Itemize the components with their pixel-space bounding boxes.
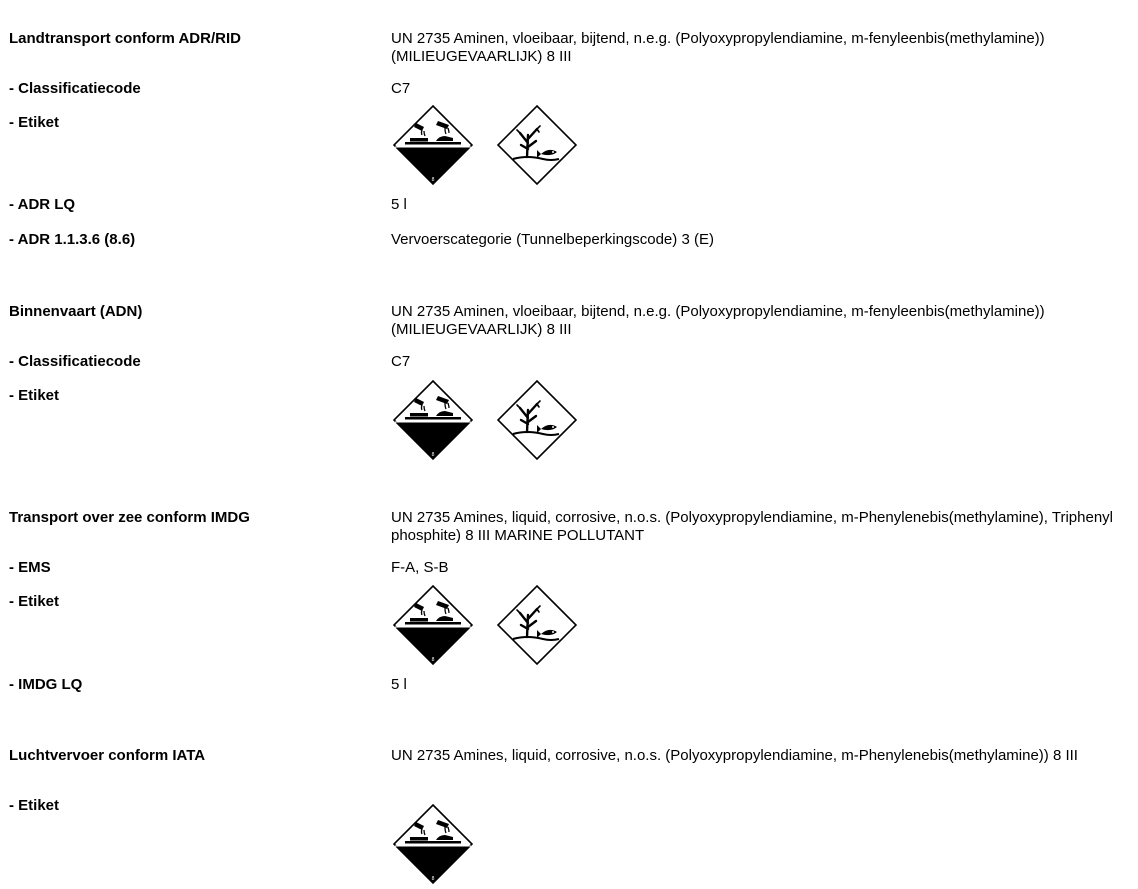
corrosive-class-8-icon — [393, 380, 473, 460]
section-heading: Transport over zee conform IMDG — [9, 509, 250, 526]
etiket-label: - Etiket — [9, 797, 60, 814]
corrosive-class-8-icon — [393, 105, 473, 185]
etiket-label: - Etiket — [9, 114, 60, 131]
corrosive-class-8-icon — [393, 585, 473, 665]
classificatiecode-value: C7 — [391, 80, 411, 97]
adr-1136-label: - ADR 1.1.3.6 (8.6) — [9, 231, 136, 248]
corrosive-class-8-icon — [393, 804, 473, 884]
classificatiecode-label: - Classificatiecode — [9, 353, 141, 370]
etiket-label: - Etiket — [9, 387, 60, 404]
classificatiecode-value: C7 — [391, 353, 411, 370]
environmental-hazard-icon — [497, 105, 577, 185]
section-heading: Binnenvaart (ADN) — [9, 303, 143, 320]
etiket-label: - Etiket — [9, 593, 60, 610]
un-description: UN 2735 Amines, liquid, corrosive, n.o.s. (Polyoxypropylendiamine, m-Phenylenebis(methylamine)) 8 III — [391, 747, 1078, 764]
section-heading: Landtransport conform ADR/RID — [9, 30, 241, 47]
un-description: UN 2735 Amines, liquid, corrosive, n.o.s. (Polyoxypropylendiamine, m-Phenylenebis(methylamine), Triphenyl phosphite) 8 III MARINE POLLUTANT — [391, 509, 1113, 544]
un-description: UN 2735 Aminen, vloeibaar, bijtend, n.e.g. (Polyoxypropylendiamine, m-fenyleenbis(methylamine)) (MILIEUGEVAARLIJK) 8 III — [391, 303, 1045, 338]
section-heading: Luchtvervoer conform IATA — [9, 747, 206, 764]
imdg-lq-label: - IMDG LQ — [9, 676, 83, 693]
environmental-hazard-icon — [497, 380, 577, 460]
un-description: UN 2735 Aminen, vloeibaar, bijtend, n.e.g. (Polyoxypropylendiamine, m-fenyleenbis(methylamine)) (MILIEUGEVAARLIJK) 8 III — [391, 30, 1045, 65]
adr-lq-label: - ADR LQ — [9, 196, 76, 213]
ems-value: F-A, S-B — [391, 559, 449, 576]
adr-lq-value: 5 l — [391, 196, 407, 213]
environmental-hazard-icon — [497, 585, 577, 665]
ems-label: - EMS — [9, 559, 51, 576]
adr-1136-value: Vervoerscategorie (Tunnelbeperkingscode) 3 (E) — [391, 231, 714, 248]
imdg-lq-value: 5 l — [391, 676, 407, 693]
classificatiecode-label: - Classificatiecode — [9, 80, 141, 97]
